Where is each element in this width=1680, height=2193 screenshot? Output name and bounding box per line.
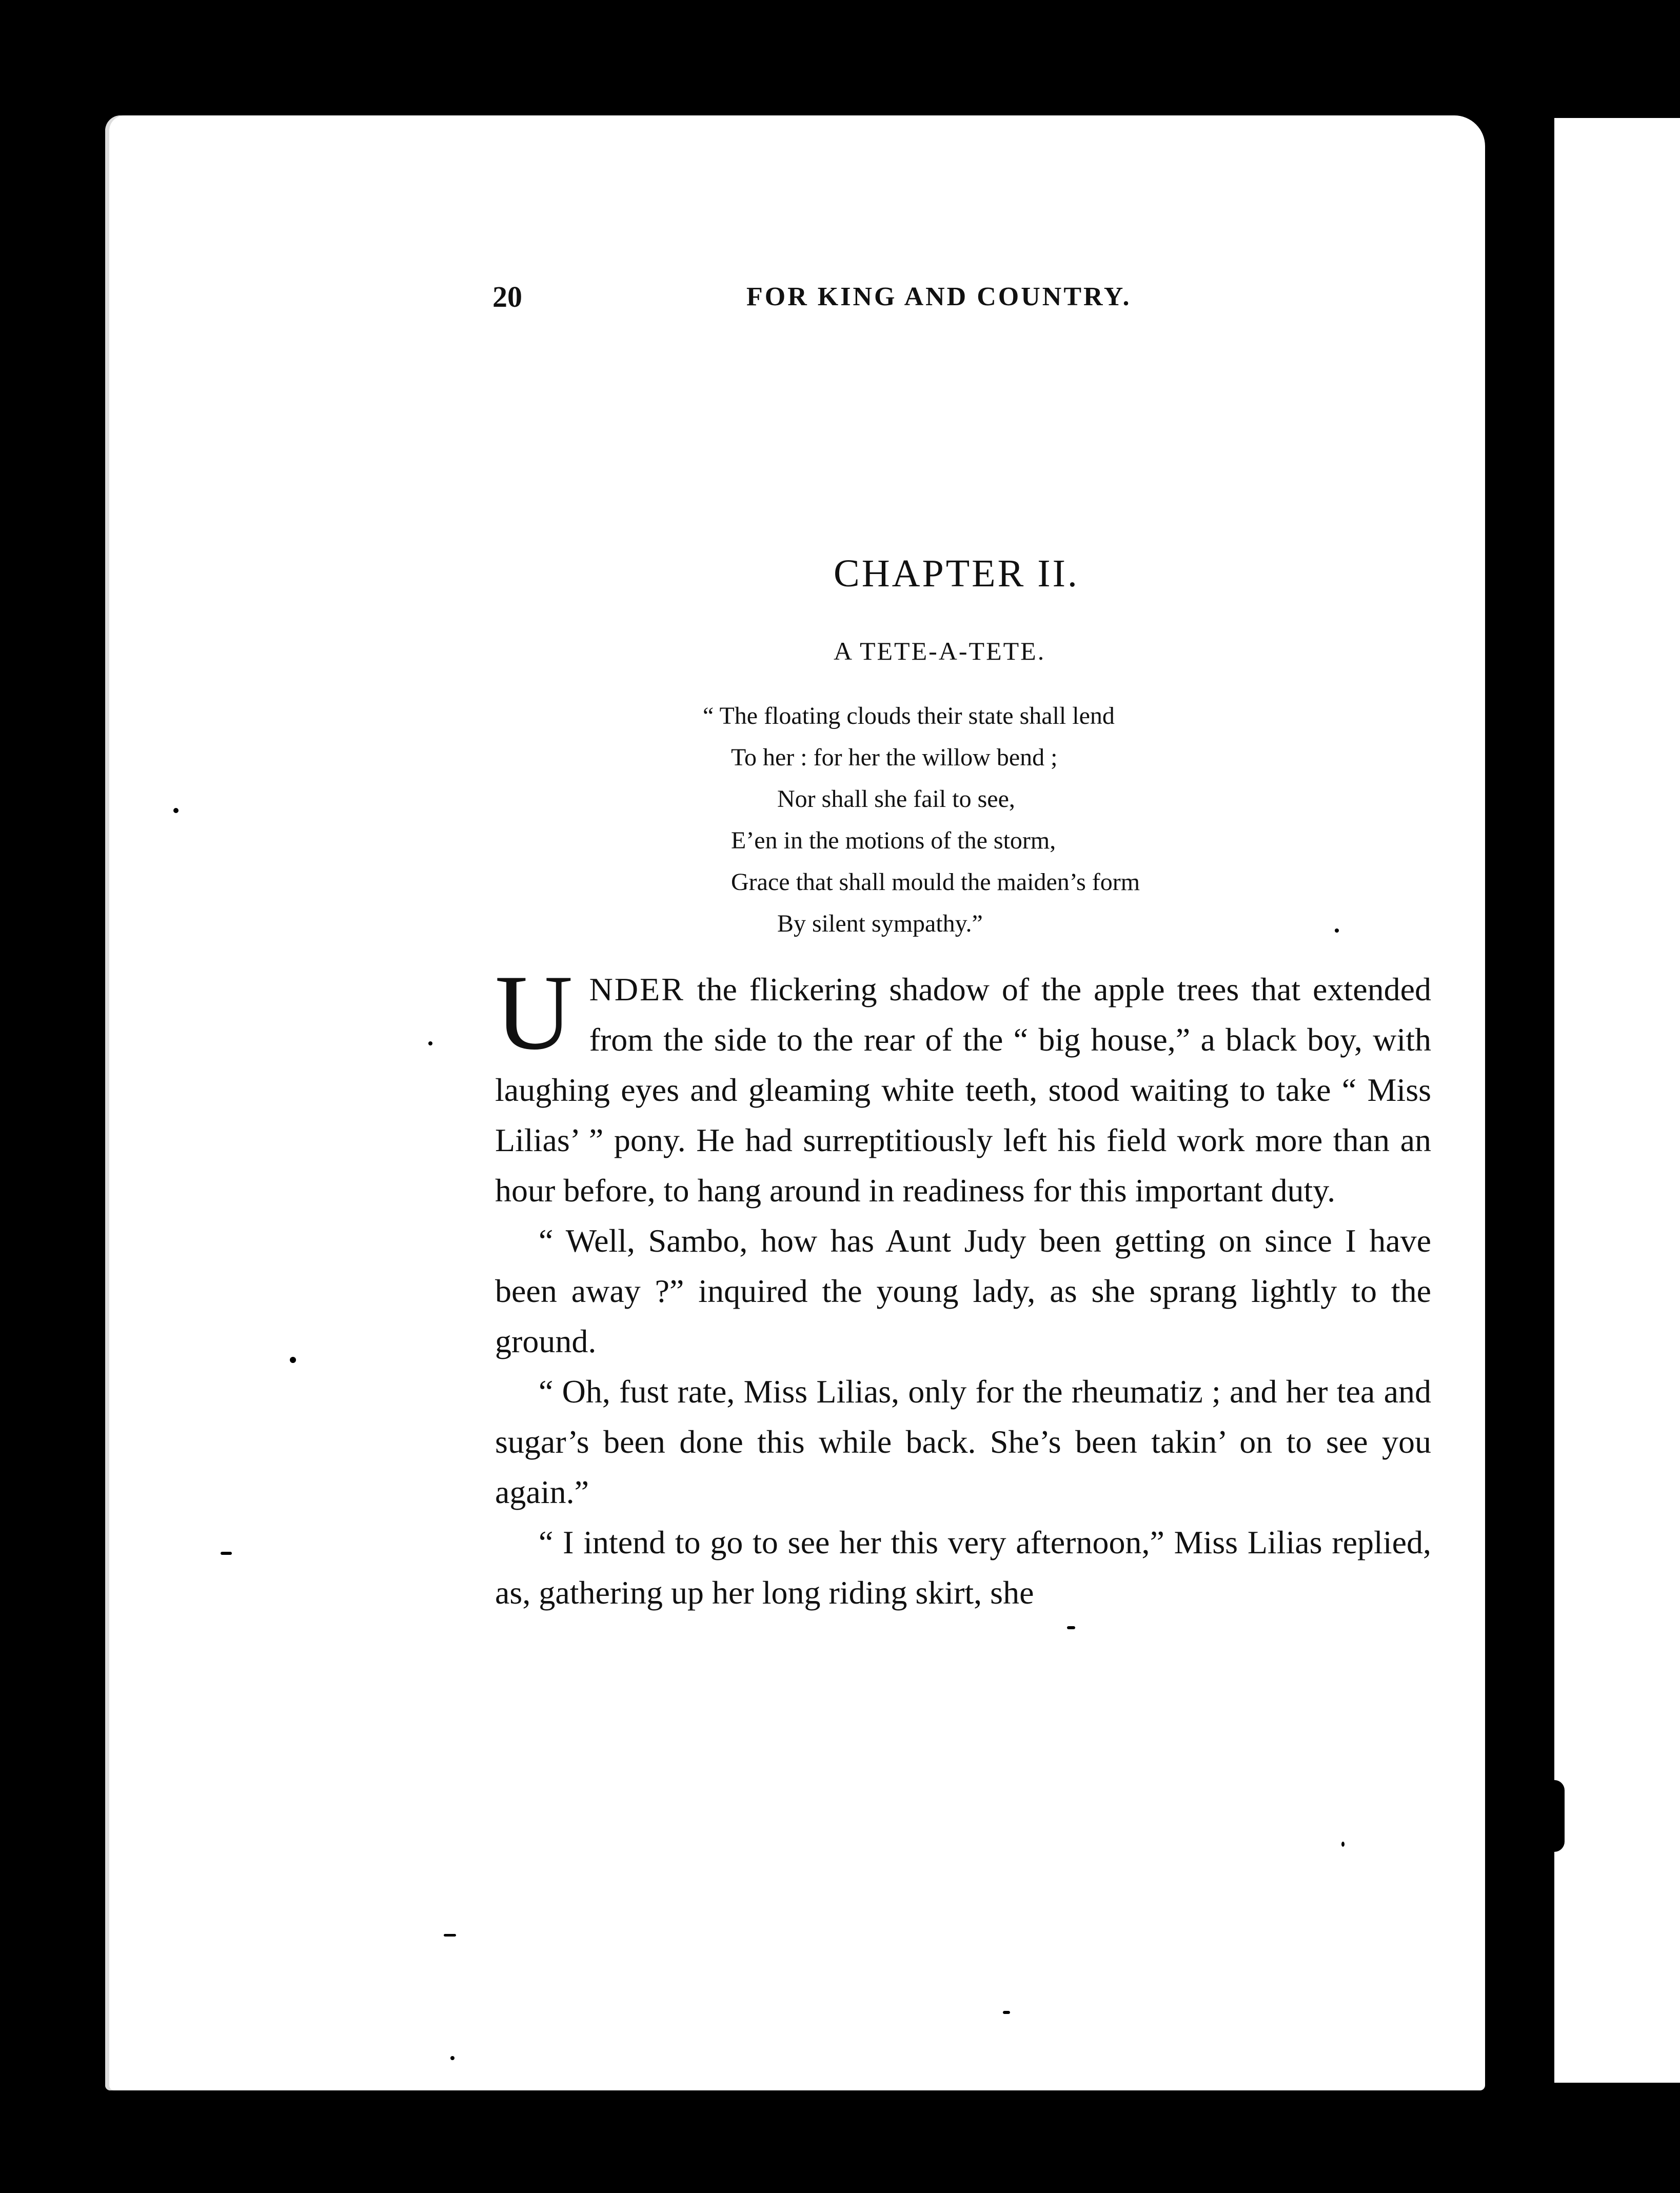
chapter-number: CHAPTER II. (834, 552, 1079, 595)
scan-speck (450, 2056, 454, 2060)
drop-cap: U (495, 953, 573, 1072)
scan-speck (1335, 928, 1339, 933)
scan-speck (1003, 2011, 1010, 2014)
binding-shadow (1544, 1780, 1565, 1852)
paragraph: “ Oh, fust rate, Miss Lilias, only for the rheumatiz ; and her tea and sugar’s been done this while back. She’s been takin’ on to see you again.” (495, 1373, 1431, 1510)
scan-speck (1341, 1842, 1345, 1847)
epigraph-line: To her : for her the willow bend ; (731, 744, 1058, 771)
paragraph (495, 953, 1431, 1216)
opening-word: NDER (589, 971, 685, 1007)
scan-speck (173, 808, 179, 813)
paragraph-text: the flickering shadow of the apple trees that extended from the side to the rear of the “ big house,” a black boy, with laughing eyes and gleaming white teeth, stood waiting to take “ Miss Lilias’ ” pony. He had surreptitiously left his field work more than an hour before, to hang around in readiness for this important duty. (495, 971, 1431, 1209)
scan-speck (444, 1934, 456, 1937)
epigraph-line: Nor shall she fail to see, (777, 785, 1015, 813)
paragraph: “ I intend to go to see her this very afternoon,” Miss Lilias replied, as, gathering up her long riding skirt, she (495, 1524, 1431, 1611)
scan-speck (290, 1357, 296, 1363)
scan-speck (428, 1041, 432, 1045)
chapter-body (495, 953, 1431, 1618)
epigraph-line: Grace that shall mould the maiden’s form (731, 868, 1140, 896)
chapter-title: A TETE-A-TETE. (834, 637, 1046, 665)
epigraph-line: “ The floating clouds their state shall lend (703, 702, 1115, 729)
adjacent-page-edge (1554, 118, 1680, 2083)
epigraph-line: By silent sympathy.” (777, 910, 983, 937)
scan-speck (1067, 1626, 1075, 1629)
scan-speck (221, 1552, 232, 1555)
running-header (492, 280, 1516, 321)
epigraph-line: E’en in the motions of the storm, (731, 827, 1056, 854)
epigraph (703, 695, 1140, 944)
page-number: 20 (492, 280, 522, 313)
paragraph: “ Well, Sambo, how has Aunt Judy been getting on since I have been away ?” inquired the young lady, as she sprang lightly to the ground. (495, 1222, 1431, 1359)
running-title: FOR KING AND COUNTRY. (746, 282, 1132, 311)
